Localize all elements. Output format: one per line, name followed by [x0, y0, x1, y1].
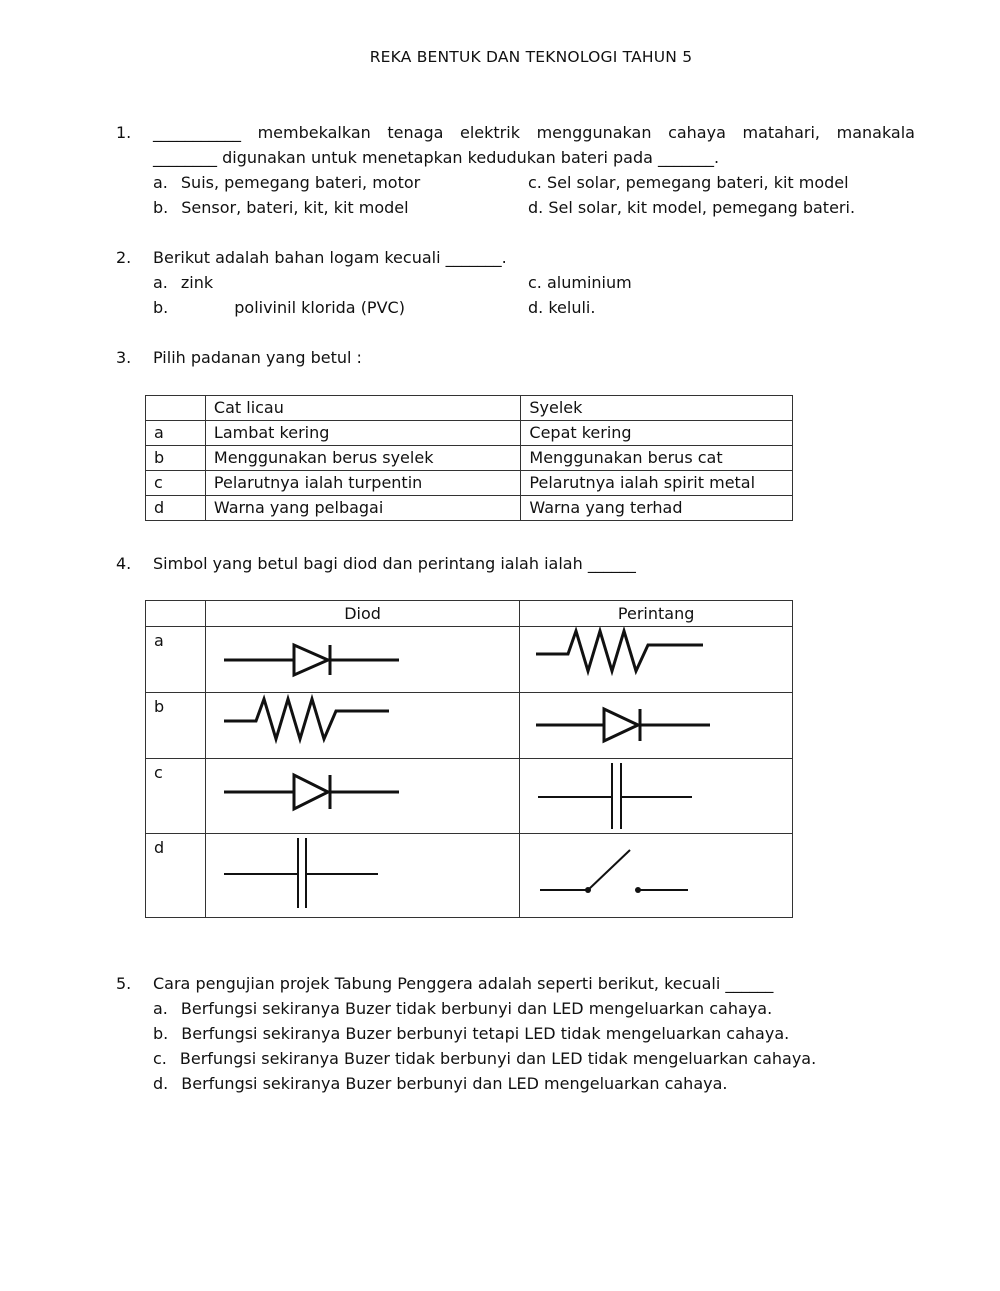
word: tenaga — [387, 123, 444, 142]
table-cell: Pelarutnya ialah turpentin — [205, 471, 520, 496]
capacitor-icon — [214, 834, 414, 914]
option-text: Sel solar, kit model, pemegang bateri. — [548, 198, 856, 217]
option-d: d. keluli. — [528, 298, 596, 317]
option-b — [153, 195, 409, 220]
header-cell: Syelek — [521, 396, 793, 421]
answer-blank: ___________ — [153, 123, 241, 142]
option-text: Berfungsi sekiranya Buzer berbunyi dan LED mengeluarkan cahaya. — [181, 1074, 728, 1093]
question-number: 1. — [116, 123, 132, 142]
word: menggunakan — [536, 123, 652, 142]
symbol-table — [145, 600, 793, 918]
page-title: REKA BENTUK DAN TEKNOLOGI TAHUN 5 — [369, 48, 693, 66]
question-number: 4. — [116, 554, 132, 573]
option-letter: d. — [528, 198, 544, 217]
option-c: c. aluminium — [528, 273, 632, 292]
table-cell: Menggunakan berus cat — [521, 446, 793, 471]
option-b — [153, 295, 405, 320]
table-cell: Lambat kering — [205, 421, 520, 446]
header-cell: Perintang — [520, 601, 793, 627]
table-header-row — [146, 396, 793, 421]
header-cell — [146, 601, 206, 627]
row-label: c — [146, 471, 206, 496]
question-number: 5. — [116, 974, 132, 993]
table-row — [146, 834, 793, 918]
header-cell: Diod — [205, 601, 519, 627]
row-label: d — [146, 496, 206, 521]
row-label: d — [146, 834, 206, 918]
option-c — [528, 170, 849, 195]
question-number: 2. — [116, 248, 132, 267]
option-a — [153, 170, 420, 195]
word: cahaya — [668, 123, 726, 142]
question-text: Berikut adalah bahan logam kecuali _______. — [153, 248, 507, 267]
table-row — [146, 759, 793, 834]
question-text: Simbol yang betul bagi diod dan perintang ialah ialah ______ — [153, 554, 636, 573]
table-row — [146, 421, 793, 446]
option-text: zink — [180, 273, 214, 292]
table-row — [146, 496, 793, 521]
row-label: b — [146, 446, 206, 471]
option-c — [153, 1046, 816, 1071]
table-row — [146, 471, 793, 496]
diod-cell — [205, 834, 519, 918]
question-text: Pilih padanan yang betul : — [153, 348, 362, 367]
option-letter: a. — [153, 999, 168, 1018]
option-text: Sel solar, pemegang bateri, kit model — [546, 173, 849, 192]
perintang-cell — [520, 834, 793, 918]
table-row — [146, 693, 793, 759]
option-b — [153, 1021, 789, 1046]
option-text: Berfungsi sekiranya Buzer tidak berbunyi dan LED mengeluarkan cahaya. — [180, 999, 773, 1018]
question-text: Cara pengujian projek Tabung Penggera adalah seperti berikut, kecuali ______ — [153, 974, 774, 993]
word: elektrik — [460, 123, 520, 142]
header-cell — [146, 396, 206, 421]
option-a — [153, 996, 772, 1021]
option-text: Berfungsi sekiranya Buzer tidak berbunyi dan LED tidak mengeluarkan cahaya. — [179, 1049, 817, 1068]
table-row — [146, 446, 793, 471]
table-cell: Warna yang pelbagai — [205, 496, 520, 521]
word: matahari, — [742, 123, 821, 142]
row-label: a — [146, 421, 206, 446]
diode-icon — [214, 759, 414, 821]
matching-table — [145, 395, 793, 521]
option-letter: a. — [153, 273, 168, 292]
option-letter: a. — [153, 173, 168, 192]
option-letter: b. — [153, 198, 169, 217]
table-cell: Menggunakan berus syelek — [205, 446, 520, 471]
option-letter: c. — [153, 1049, 167, 1068]
diod-cell — [205, 693, 519, 759]
table-cell: Warna yang terhad — [521, 496, 793, 521]
table-cell: Cepat kering — [521, 421, 793, 446]
option-text: Suis, pemegang bateri, motor — [180, 173, 421, 192]
option-letter: b. — [153, 1024, 169, 1043]
option-text: polivinil klorida (PVC) — [234, 298, 405, 317]
option-d — [528, 195, 855, 220]
diod-cell — [205, 627, 519, 693]
header-cell: Cat licau — [205, 396, 520, 421]
question-number: 3. — [116, 348, 132, 367]
table-cell: Pelarutnya ialah spirit metal — [521, 471, 793, 496]
word: membekalkan — [257, 123, 371, 142]
perintang-cell — [520, 693, 793, 759]
resistor-icon — [214, 693, 414, 755]
option-a — [153, 270, 213, 295]
capacitor-icon — [528, 759, 728, 831]
word: manakala — [836, 123, 915, 142]
option-letter: d. — [153, 1074, 169, 1093]
option-letter: c. — [528, 173, 542, 192]
perintang-cell — [520, 759, 793, 834]
resistor-icon — [528, 627, 728, 689]
question-1-line-1 — [153, 120, 915, 145]
option-d — [153, 1071, 727, 1096]
diode-icon — [214, 627, 414, 689]
switch-icon — [528, 834, 728, 914]
table-header-row — [146, 601, 793, 627]
option-letter: b. — [153, 298, 169, 317]
table-row — [146, 627, 793, 693]
diode-icon — [528, 693, 728, 755]
question-1-line-2: ________ digunakan untuk menetapkan kedudukan bateri pada _______. — [153, 148, 720, 167]
row-label: c — [146, 759, 206, 834]
option-text: Sensor, bateri, kit, kit model — [181, 198, 409, 217]
row-label: b — [146, 693, 206, 759]
option-text: Berfungsi sekiranya Buzer berbunyi tetapi LED tidak mengeluarkan cahaya. — [181, 1024, 790, 1043]
row-label: a — [146, 627, 206, 693]
perintang-cell — [520, 627, 793, 693]
diod-cell — [205, 759, 519, 834]
